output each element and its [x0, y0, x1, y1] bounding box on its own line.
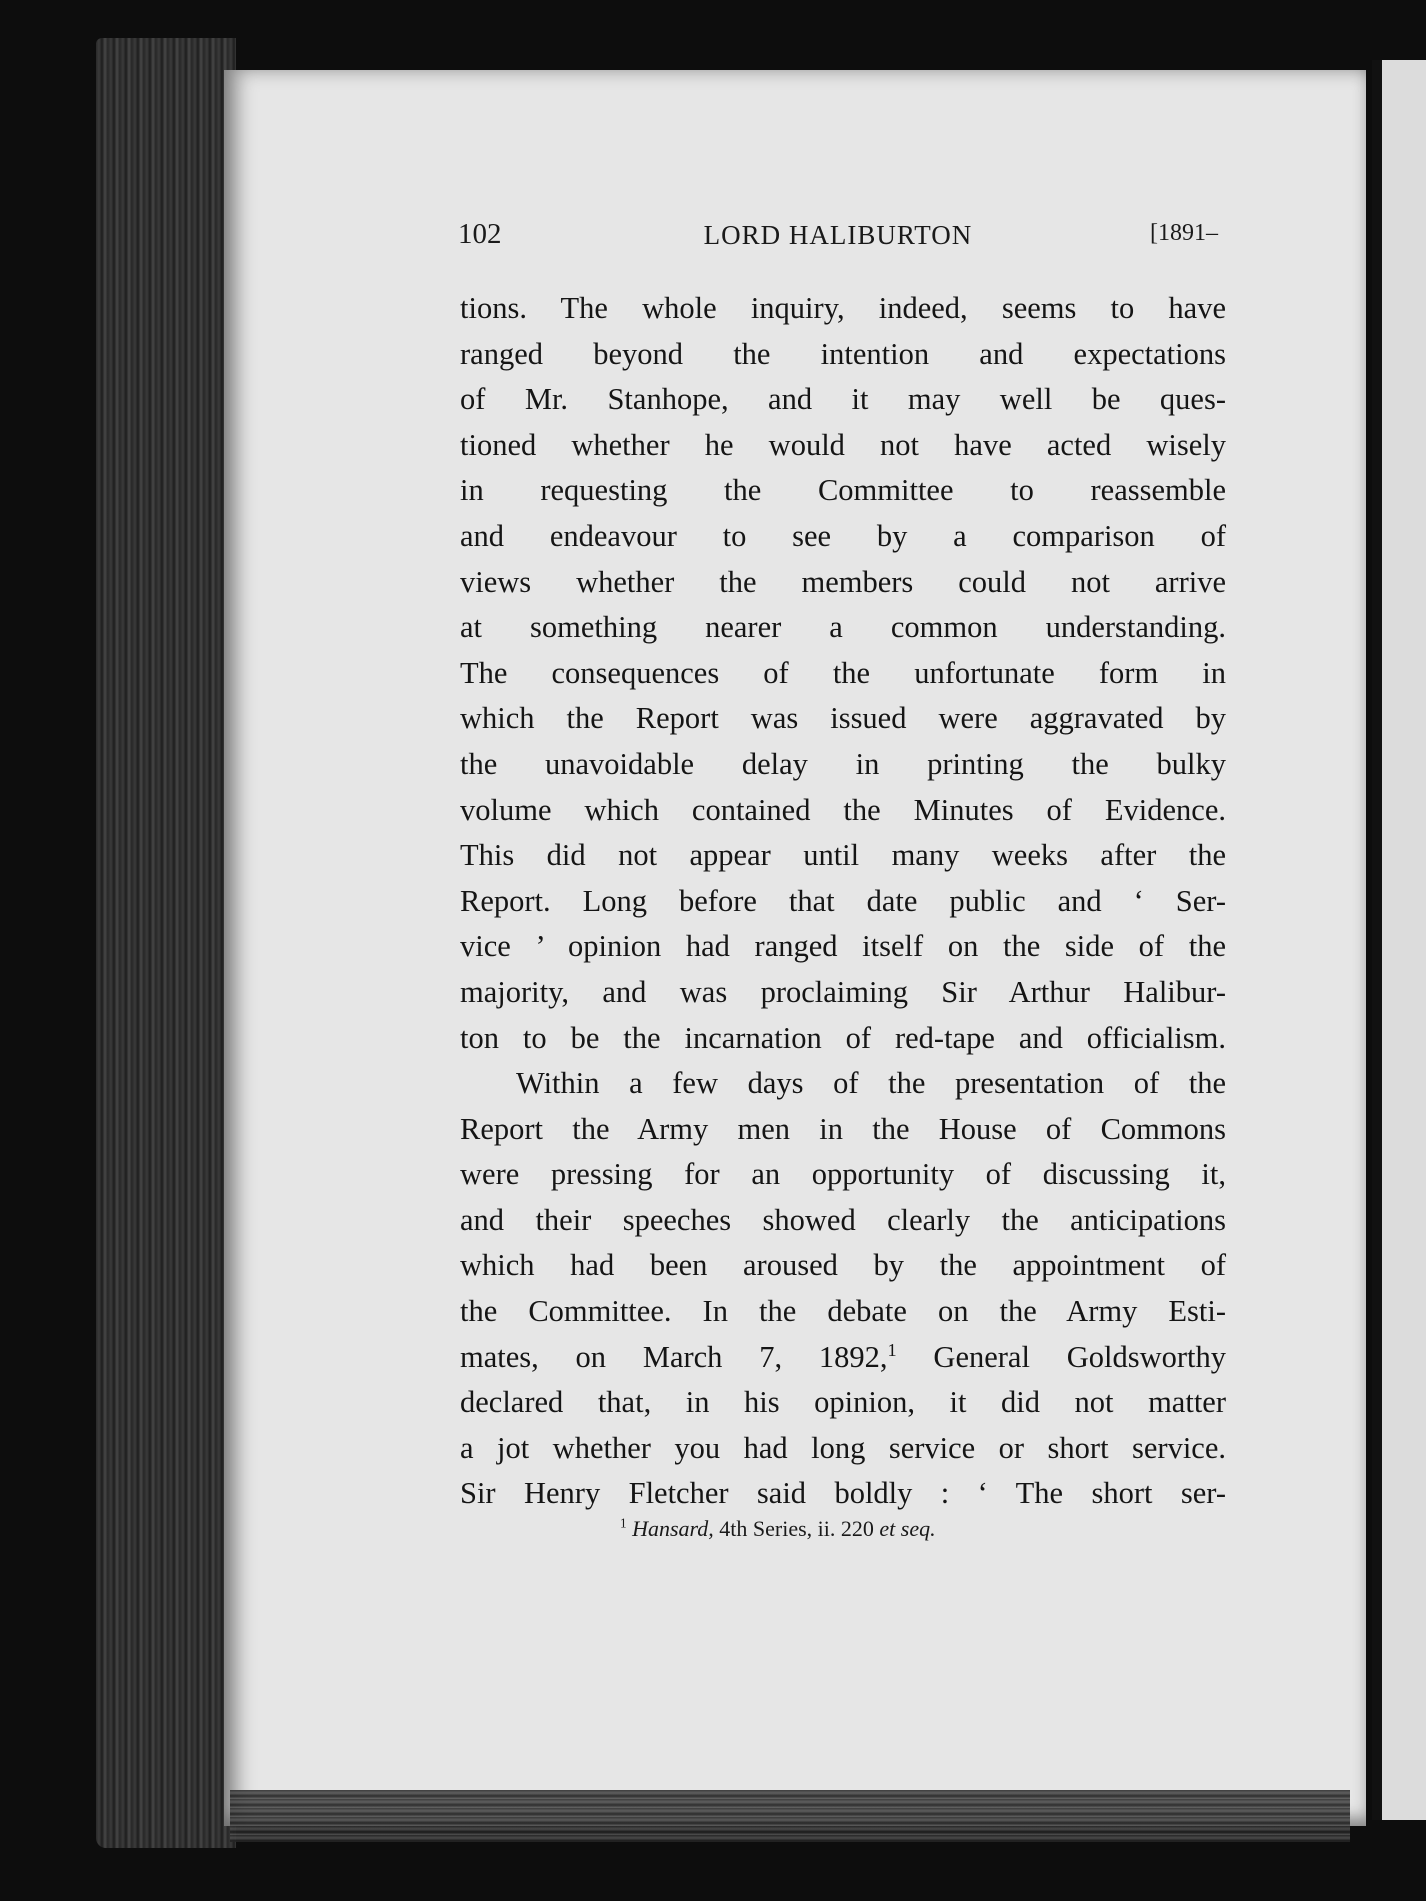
- text-line: This did not appear until many weeks after the: [460, 838, 1226, 873]
- footnote-detail: 4th Series, ii. 220: [713, 1516, 880, 1541]
- text-line: which had been aroused by the appointment of: [460, 1248, 1226, 1283]
- text-line: declared that, in his opinion, it did not matter: [460, 1385, 1226, 1420]
- running-head: [458, 218, 1218, 262]
- text-line-with-footnote-ref: [460, 1335, 1226, 1381]
- text-line: Report the Army men in the House of Commons: [460, 1111, 1226, 1146]
- text-line: Sir Henry Fletcher said boldly : ‘ The short ser-: [460, 1476, 1226, 1511]
- facing-page-edge: [1372, 60, 1426, 1820]
- text-line: at something nearer a common understanding.: [460, 610, 1226, 645]
- text-line: views whether the members could not arrive: [460, 564, 1226, 599]
- text-line: ton to be the incarnation of red-tape and officialism.: [460, 1020, 1226, 1055]
- text-line: tions. The whole inquiry, indeed, seems to have: [460, 291, 1226, 325]
- text-line: were pressing for an opportunity of discussing it,: [460, 1157, 1226, 1192]
- text-line: a jot whether you had long service or short service.: [460, 1430, 1226, 1465]
- running-title: LORD HALIBURTON: [703, 220, 973, 250]
- page-number: 102: [458, 218, 502, 250]
- text-line: the unavoidable delay in printing the bulky: [460, 746, 1226, 781]
- text-line: which the Report was issued were aggravated by: [460, 701, 1226, 736]
- text-line: ranged beyond the intention and expectations: [460, 336, 1226, 371]
- text-line: of Mr. Stanhope, and it may well be ques-: [460, 382, 1226, 417]
- text-line: tioned whether he would not have acted wisely: [460, 427, 1226, 462]
- text-line: the Committee. In the debate on the Army Esti-: [460, 1294, 1226, 1329]
- text-line-paragraph-start: Within a few days of the presentation of the: [516, 1066, 1226, 1101]
- text-line: and endeavour to see by a comparison of: [460, 518, 1226, 553]
- page-edges-left: [96, 38, 236, 1848]
- footnote-reference: 1: [887, 1339, 897, 1360]
- text-line: The consequences of the unfortunate form in: [460, 655, 1226, 690]
- footnote: [620, 1516, 936, 1542]
- running-date: [1891–: [1150, 220, 1218, 246]
- text-line-part: General Goldsworthy: [896, 1339, 1226, 1374]
- text-line: majority, and was proclaiming Sir Arthur Halibur-: [460, 974, 1226, 1009]
- footnote-marker: 1: [620, 1515, 627, 1531]
- text-line: in requesting the Committee to reassemble: [460, 473, 1226, 508]
- text-line: and their speeches showed clearly the anticipations: [460, 1202, 1226, 1237]
- text-line-part: mates, on March 7, 1892,: [460, 1339, 888, 1374]
- text-line: Report. Long before that date public and ‘ Ser-: [460, 883, 1226, 918]
- page-edges-bottom: [230, 1790, 1350, 1842]
- footnote-source: Hansard,: [632, 1516, 714, 1541]
- text-line: volume which contained the Minutes of Evidence.: [460, 792, 1226, 827]
- body-text: [460, 286, 1226, 1517]
- text-line: vice ’ opinion had ranged itself on the side of the: [460, 929, 1226, 964]
- footnote-et-seq: et seq.: [879, 1516, 936, 1541]
